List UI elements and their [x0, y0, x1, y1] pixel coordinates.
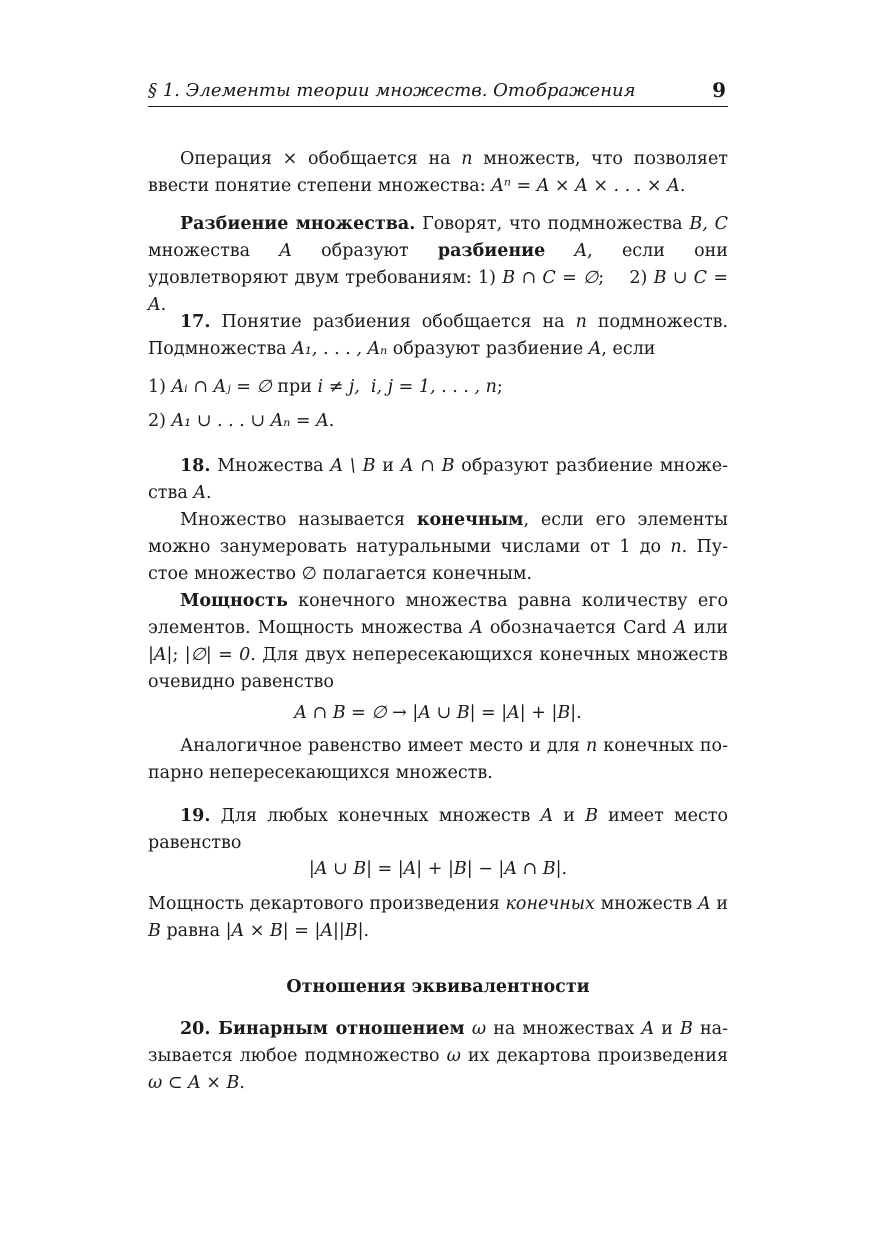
paragraph-20: 20. Бинарным отношением ω на множествах A и B называется любое подмножество ω их декартова произведения ω ⊂ A × B.: [148, 1019, 728, 1093]
paragraph-analogous: Аналогичное равенство имеет место и для n конечных попарно непересекающихся множеств.: [148, 736, 728, 783]
paragraph-17: 17. Понятие разбиения обобщается на n подмножеств. Подмножества A₁, . . . , Aₙ образуют разбиение A, если: [148, 312, 728, 359]
item-number-17: 17.: [180, 312, 211, 332]
term-finite: конечным: [416, 510, 524, 530]
item-number-19: 19.: [180, 806, 211, 826]
item-number-18: 18.: [180, 456, 211, 476]
term-cardinality: Мощность: [180, 591, 288, 611]
paragraph-finite-set: Множество называется конечным, если его элементы можно занумеровать натуральными числами от 1 до n. Пустое множество ∅ полагается конечным.: [148, 510, 728, 584]
paragraph-power-of-set: Операция × обобщается на n множеств, что позволяет ввести понятие степени множества: Aⁿ = A × A × . . . × A.: [148, 149, 728, 196]
paragraph-18: 18. Множества A \ B и A ∩ B образуют разбиение множества A.: [148, 456, 728, 503]
paragraph-partition-definition: Разбиение множества. Говорят, что подмножества B, C множества A образуют разбиение A, если они удовлетворяют двум требованиям: 1) B ∩ C = ∅; 2) B ∪ C = A.: [148, 214, 729, 315]
condition-1: 1) Aᵢ ∩ Aⱼ = ∅ при i ≠ j, i, j = 1, . . . , n;: [148, 377, 503, 397]
running-title: § 1. Элементы теории множеств. Отображения: [148, 80, 636, 101]
formula-disjoint-union: A ∩ B = ∅ → |A ∪ B| = |A| + |B|.: [294, 703, 582, 723]
formula-power: Aⁿ = A × A × . . . × A: [491, 176, 680, 196]
formula-inclusion-exclusion: |A ∪ B| = |A| + |B| − |A ∩ B|.: [308, 859, 568, 879]
section-title: Отношения эквивалентности: [286, 977, 590, 997]
heading-partition: Разбиение множества.: [180, 214, 416, 234]
page-number: 9: [712, 78, 726, 102]
item-number-20: 20.: [180, 1019, 211, 1039]
paragraph-cardinality: Мощность конечного множества равна количеству его элементов. Мощность множества A обозначается Card A или |A|; |∅| = 0. Для двух непересекающихся конечных множеств очевидно равенство: [148, 591, 728, 692]
page-header: [148, 78, 728, 107]
term-partition: разбиение: [437, 241, 546, 261]
paragraph-19: 19. Для любых конечных множеств A и B имеет место равенство: [148, 806, 728, 853]
condition-2: 2) A₁ ∪ . . . ∪ Aₙ = A.: [148, 411, 335, 431]
emphasis-finite: конечных: [505, 894, 595, 914]
term-binary-relation: Бинарным отношением: [210, 1019, 465, 1039]
paragraph-cartesian-cardinality: Мощность декартового произведения конечных множеств A и B равна |A × B| = |A||B|.: [148, 894, 728, 941]
